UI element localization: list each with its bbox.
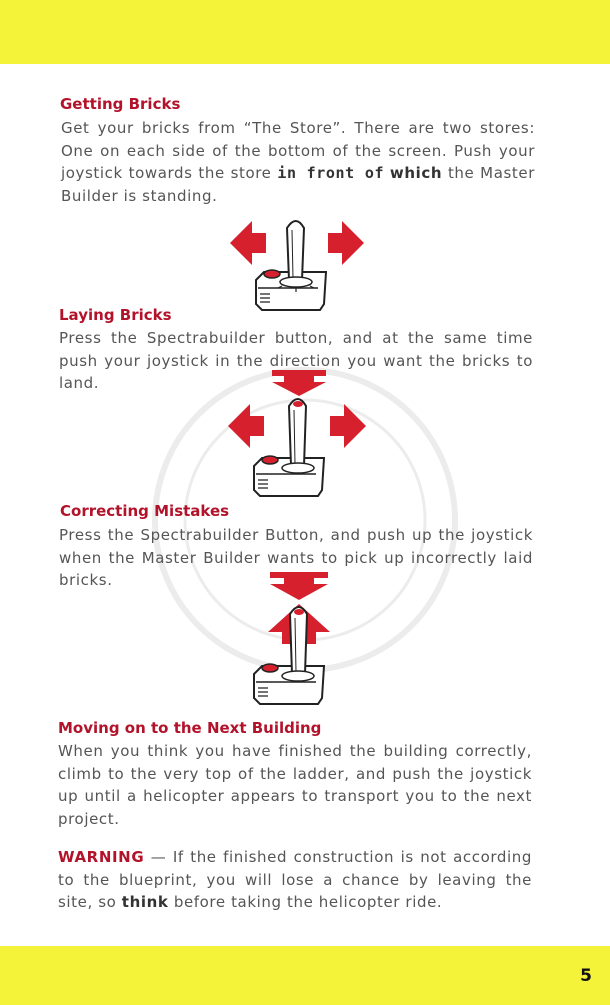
arrow-left-icon: [230, 221, 266, 265]
text-run: Press the Spectrabuilder Button, and push up the joystick when the Master Builder wants to pick up incorrectly laid bricks.: [59, 526, 533, 589]
text-run: which: [389, 164, 443, 182]
text-run: think: [121, 893, 169, 911]
page-number: 5: [580, 966, 592, 986]
text-run: Press the Spectrabuilder button, and at the same time push your joystick in the direction you want the bricks to land.: [59, 329, 533, 392]
text-run: before taking the helicopter ride.: [168, 893, 443, 911]
heading-laying-bricks: Laying Bricks: [59, 306, 172, 324]
joystick-button-up-figure: [228, 572, 368, 712]
text-run: When you think you have finished the building correctly, climb to the very top of the ladder, and push the joystick up until a helicopter appears to transport you to the next project.: [58, 742, 532, 828]
text-run: in front of: [277, 164, 385, 182]
arrow-right-icon: [330, 404, 366, 448]
joystick-icon: [254, 399, 324, 496]
text-run: the Master Builder is standing.: [61, 164, 535, 205]
heading-correcting-mistakes: Correcting Mistakes: [60, 502, 230, 520]
paragraph-getting-bricks: [61, 117, 535, 207]
bottom-yellow-band: [0, 946, 610, 1005]
text-run: Get your bricks from “The Store”. There are two stores: One on each side of the bottom of the screen. Push your joystick towards the store: [61, 119, 535, 182]
arrow-down-icon: [272, 370, 326, 396]
paragraph-warning: [58, 846, 532, 914]
heading-getting-bricks: Getting Bricks: [60, 95, 181, 113]
arrow-left-icon: [228, 404, 264, 448]
arrow-down-icon: [270, 572, 328, 600]
joystick-button-left-right-figure: [226, 370, 368, 504]
joystick-icon: [256, 221, 326, 310]
paragraph-moving-on: [58, 740, 532, 830]
top-yellow-band: [0, 0, 610, 64]
heading-moving-on: Moving on to the Next Building: [58, 719, 322, 737]
arrow-right-icon: [328, 221, 364, 265]
joystick-left-right-figure: [226, 208, 368, 318]
text-run: — If the finished construction is not according to the blueprint, you will lose a chance by leaving the site, so: [58, 848, 532, 911]
warning-label: WARNING: [58, 848, 145, 866]
